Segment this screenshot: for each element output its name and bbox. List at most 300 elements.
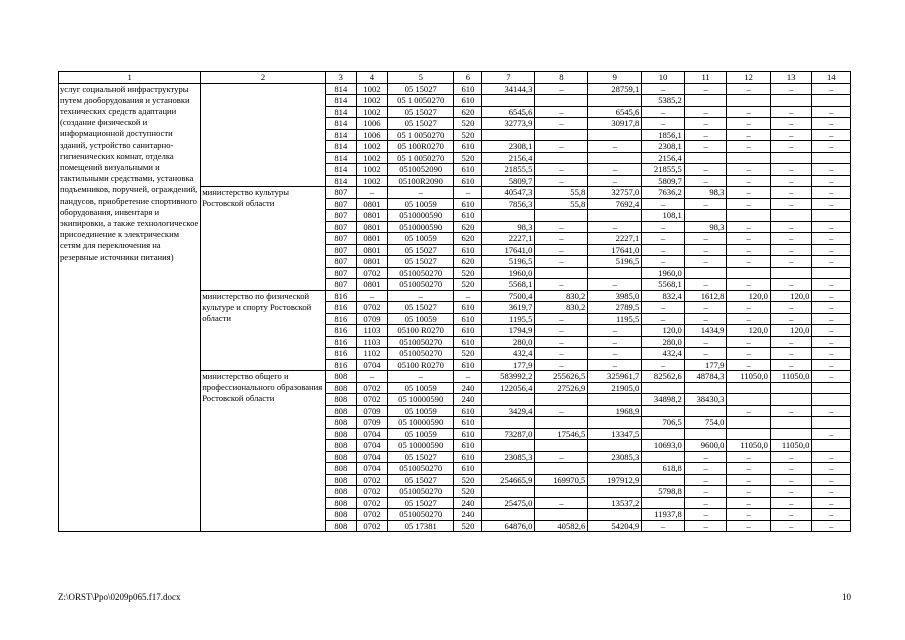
table-cell: – bbox=[727, 313, 771, 325]
table-cell: 0510050270 bbox=[388, 348, 454, 360]
table-cell: – bbox=[812, 141, 851, 153]
table-cell bbox=[588, 210, 642, 222]
header-cell: 2 bbox=[201, 72, 326, 84]
table-cell: 23085,3 bbox=[588, 451, 642, 463]
table-cell bbox=[535, 129, 588, 141]
table-cell: – bbox=[684, 106, 727, 118]
table-cell: 05 10000590 bbox=[388, 394, 454, 406]
organization-cell bbox=[201, 83, 326, 187]
table-cell: – bbox=[727, 359, 771, 371]
table-cell: 1006 bbox=[356, 129, 387, 141]
table-cell: – bbox=[812, 325, 851, 337]
table-cell: – bbox=[684, 451, 727, 463]
table-cell: 240 bbox=[454, 394, 482, 406]
table-cell: – bbox=[642, 359, 685, 371]
table-cell: 520 bbox=[454, 520, 482, 532]
table-cell: 432,4 bbox=[482, 348, 535, 360]
table-cell: 814 bbox=[325, 175, 356, 187]
table-cell: – bbox=[588, 348, 642, 360]
table-cell: – bbox=[770, 256, 812, 268]
table-cell bbox=[588, 129, 642, 141]
table-cell bbox=[535, 463, 588, 475]
table-cell: – bbox=[454, 371, 482, 383]
table-cell bbox=[535, 210, 588, 222]
table-cell: 6545,6 bbox=[482, 106, 535, 118]
organization-cell: министерство общего и профессионального образования Ростовской области bbox=[201, 371, 326, 532]
table-cell: – bbox=[588, 359, 642, 371]
table-cell: – bbox=[684, 118, 727, 130]
table-cell: 240 bbox=[454, 497, 482, 509]
table-cell: – bbox=[727, 141, 771, 153]
table-cell: 620 bbox=[454, 233, 482, 245]
table-cell bbox=[727, 267, 771, 279]
table-cell: 620 bbox=[454, 106, 482, 118]
table-cell: 610 bbox=[454, 336, 482, 348]
table-cell bbox=[535, 152, 588, 164]
table-cell: 0801 bbox=[356, 198, 387, 210]
table-cell: – bbox=[812, 451, 851, 463]
table-cell bbox=[588, 463, 642, 475]
table-cell: – bbox=[727, 451, 771, 463]
table-cell: – bbox=[770, 348, 812, 360]
table-cell: 05 10059 bbox=[388, 233, 454, 245]
table-cell bbox=[812, 210, 851, 222]
table-cell: 05 15027 bbox=[388, 302, 454, 314]
table-cell: 2227,1 bbox=[588, 233, 642, 245]
table-cell: – bbox=[812, 187, 851, 199]
table-cell: – bbox=[588, 221, 642, 233]
organization-cell: министерство по физической культуре и спорту Ростовской области bbox=[201, 290, 326, 371]
table-cell: – bbox=[642, 83, 685, 95]
table-cell: – bbox=[812, 509, 851, 521]
table-cell: 197912,9 bbox=[588, 474, 642, 486]
table-cell: – bbox=[770, 486, 812, 498]
table-cell: 28759,1 bbox=[588, 83, 642, 95]
table-cell: 11050,0 bbox=[727, 440, 771, 452]
table-cell: – bbox=[770, 175, 812, 187]
table-cell: 0702 bbox=[356, 486, 387, 498]
table-cell: – bbox=[684, 175, 727, 187]
table-cell bbox=[588, 267, 642, 279]
table-cell: 816 bbox=[325, 313, 356, 325]
table-cell bbox=[770, 267, 812, 279]
table-cell: – bbox=[812, 198, 851, 210]
table-cell: – bbox=[727, 463, 771, 475]
table-cell: – bbox=[684, 279, 727, 291]
table-cell bbox=[812, 394, 851, 406]
table-cell: 520 bbox=[454, 348, 482, 360]
table-cell: – bbox=[727, 198, 771, 210]
table-cell: 5196,5 bbox=[482, 256, 535, 268]
table-cell: – bbox=[812, 244, 851, 256]
table-cell: 11050,0 bbox=[770, 440, 812, 452]
table-cell: 280,0 bbox=[482, 336, 535, 348]
table-cell bbox=[684, 152, 727, 164]
table-cell: – bbox=[642, 256, 685, 268]
table-cell: – bbox=[684, 198, 727, 210]
table-cell: 1968,9 bbox=[588, 405, 642, 417]
table-cell: 808 bbox=[325, 440, 356, 452]
table-cell: – bbox=[770, 221, 812, 233]
table-cell: 05100 R0270 bbox=[388, 359, 454, 371]
table-cell: – bbox=[727, 509, 771, 521]
table-cell: 120,0 bbox=[642, 325, 685, 337]
table-cell: 0704 bbox=[356, 451, 387, 463]
table-cell: – bbox=[727, 83, 771, 95]
table-cell: 0801 bbox=[356, 221, 387, 233]
table-cell: 706,5 bbox=[642, 417, 685, 429]
table-cell: 5798,8 bbox=[642, 486, 685, 498]
table-cell: 1002 bbox=[356, 141, 387, 153]
table-cell: 808 bbox=[325, 394, 356, 406]
table-cell: – bbox=[642, 244, 685, 256]
footer-file-path: Z:\ORST\Ppo\0209p065.f17.docx bbox=[58, 592, 181, 602]
table-cell: 1103 bbox=[356, 336, 387, 348]
table-row bbox=[59, 83, 851, 95]
table-cell: 520 bbox=[454, 118, 482, 130]
table-cell: – bbox=[727, 244, 771, 256]
table-cell: 807 bbox=[325, 221, 356, 233]
table-cell: 05 15027 bbox=[388, 106, 454, 118]
table-cell: 0801 bbox=[356, 256, 387, 268]
table-cell: – bbox=[684, 348, 727, 360]
measure-description-text: услуг социальной инфраструктуры путем дооборудования и установки технических средств адаптации (создание физической и информационной доступности зданий, устройство санитарно-гигиенических комнат, отделка помещений визуальными и тактильными средствами, установка подъемников, поручней, ограждений, пандусов, приобретение спортивного оборудования, инвентаря и экипировки, а также технологическое присоединение к электрическим сетям для переключения на резервные источники питания) bbox=[60, 83, 199, 262]
table-cell: – bbox=[770, 313, 812, 325]
table-cell: – bbox=[727, 118, 771, 130]
table-cell: 32757,0 bbox=[588, 187, 642, 199]
table-cell: 64876,0 bbox=[482, 520, 535, 532]
table-cell: 98,3 bbox=[482, 221, 535, 233]
table-cell: 808 bbox=[325, 371, 356, 383]
table-cell: 1102 bbox=[356, 348, 387, 360]
table-cell: 0702 bbox=[356, 509, 387, 521]
table-cell: – bbox=[770, 198, 812, 210]
table-cell: 807 bbox=[325, 267, 356, 279]
table-cell: 2227,1 bbox=[482, 233, 535, 245]
table-cell: – bbox=[812, 486, 851, 498]
table-cell bbox=[770, 95, 812, 107]
table-cell: – bbox=[727, 129, 771, 141]
table-cell: 610 bbox=[454, 428, 482, 440]
table-cell: – bbox=[356, 187, 387, 199]
table-cell: 05100R2090 bbox=[388, 175, 454, 187]
table-cell: 73287,0 bbox=[482, 428, 535, 440]
table-cell: – bbox=[770, 164, 812, 176]
table-cell: 1006 bbox=[356, 118, 387, 130]
table-cell: 05 15027 bbox=[388, 474, 454, 486]
table-cell: 832,4 bbox=[642, 290, 685, 302]
table-cell: 814 bbox=[325, 83, 356, 95]
table-cell: – bbox=[770, 463, 812, 475]
table-cell: 05 10000590 bbox=[388, 417, 454, 429]
table-cell: 816 bbox=[325, 348, 356, 360]
table-cell: 1856,1 bbox=[642, 129, 685, 141]
table-cell: 1794,9 bbox=[482, 325, 535, 337]
table-cell: 814 bbox=[325, 164, 356, 176]
table-cell: – bbox=[770, 118, 812, 130]
table-cell bbox=[770, 417, 812, 429]
table-cell: – bbox=[812, 221, 851, 233]
table-cell: – bbox=[684, 244, 727, 256]
header-cell: 10 bbox=[642, 72, 685, 84]
table-cell bbox=[684, 95, 727, 107]
table-cell bbox=[812, 267, 851, 279]
table-cell: 55,8 bbox=[535, 187, 588, 199]
table-cell: – bbox=[812, 313, 851, 325]
table-cell: 808 bbox=[325, 405, 356, 417]
table-cell: 55,8 bbox=[535, 198, 588, 210]
table-cell bbox=[812, 417, 851, 429]
table-cell: – bbox=[770, 279, 812, 291]
table-cell: 0510050270 bbox=[388, 267, 454, 279]
table-cell: 34144,3 bbox=[482, 83, 535, 95]
table-cell: 1960,0 bbox=[642, 267, 685, 279]
table-cell bbox=[482, 509, 535, 521]
table-cell: 5568,1 bbox=[482, 279, 535, 291]
header-row bbox=[59, 72, 851, 84]
table-cell: – bbox=[770, 302, 812, 314]
table-cell: 05 1 0050270 bbox=[388, 152, 454, 164]
table-cell: – bbox=[812, 256, 851, 268]
table-cell bbox=[727, 394, 771, 406]
table-cell bbox=[588, 486, 642, 498]
table-cell: 816 bbox=[325, 325, 356, 337]
table-cell: 0702 bbox=[356, 394, 387, 406]
table-cell: 05 10059 bbox=[388, 198, 454, 210]
table-cell: 2789,5 bbox=[588, 302, 642, 314]
table-cell: – bbox=[535, 106, 588, 118]
table-cell: 808 bbox=[325, 486, 356, 498]
table-cell: – bbox=[356, 290, 387, 302]
table-cell: 432,4 bbox=[642, 348, 685, 360]
table-cell bbox=[684, 382, 727, 394]
table-cell: 325961,7 bbox=[588, 371, 642, 383]
table-cell: – bbox=[642, 118, 685, 130]
table-cell: – bbox=[812, 497, 851, 509]
table-cell: 0510000590 bbox=[388, 210, 454, 222]
header-cell: 6 bbox=[454, 72, 482, 84]
table-cell: 807 bbox=[325, 210, 356, 222]
table-cell: 816 bbox=[325, 336, 356, 348]
table-cell: – bbox=[770, 474, 812, 486]
table-cell: – bbox=[727, 106, 771, 118]
table-cell: – bbox=[535, 141, 588, 153]
table-cell: 9600,0 bbox=[684, 440, 727, 452]
table-cell bbox=[535, 486, 588, 498]
table-cell: – bbox=[684, 141, 727, 153]
table-cell: – bbox=[684, 83, 727, 95]
table-cell: 177,9 bbox=[482, 359, 535, 371]
table-cell: – bbox=[812, 463, 851, 475]
table-cell: – bbox=[684, 336, 727, 348]
table-cell: – bbox=[812, 279, 851, 291]
table-cell: 0801 bbox=[356, 279, 387, 291]
table-cell: 0801 bbox=[356, 233, 387, 245]
table-cell: – bbox=[535, 348, 588, 360]
table-cell: 0709 bbox=[356, 405, 387, 417]
table-cell: 40547,3 bbox=[482, 187, 535, 199]
table-cell bbox=[727, 417, 771, 429]
table-cell bbox=[482, 417, 535, 429]
table-cell: – bbox=[770, 106, 812, 118]
table-cell: 27526,9 bbox=[535, 382, 588, 394]
table-cell: – bbox=[684, 256, 727, 268]
table-cell: 05 100R0270 bbox=[388, 141, 454, 153]
table-cell: 814 bbox=[325, 129, 356, 141]
table-cell: 108,1 bbox=[642, 210, 685, 222]
table-cell: – bbox=[684, 486, 727, 498]
table-cell bbox=[482, 394, 535, 406]
table-cell bbox=[812, 440, 851, 452]
table-cell: 120,0 bbox=[727, 290, 771, 302]
table-cell: 11937,8 bbox=[642, 509, 685, 521]
table-cell bbox=[588, 417, 642, 429]
table-cell: 13347,5 bbox=[588, 428, 642, 440]
table-cell: – bbox=[356, 371, 387, 383]
table-cell bbox=[535, 394, 588, 406]
table-cell: 98,3 bbox=[684, 221, 727, 233]
table-cell: 0702 bbox=[356, 520, 387, 532]
table-cell: – bbox=[727, 164, 771, 176]
table-cell: 5809,7 bbox=[642, 175, 685, 187]
table-cell: – bbox=[812, 164, 851, 176]
table-cell: 98,3 bbox=[684, 187, 727, 199]
table-cell: 30917,8 bbox=[588, 118, 642, 130]
table-cell bbox=[684, 267, 727, 279]
table-cell: 280,0 bbox=[642, 336, 685, 348]
table-cell: 1002 bbox=[356, 175, 387, 187]
table-cell: 0801 bbox=[356, 244, 387, 256]
table-cell bbox=[684, 210, 727, 222]
table-cell bbox=[588, 95, 642, 107]
table-cell: – bbox=[812, 520, 851, 532]
table-cell: – bbox=[684, 129, 727, 141]
table-cell: 1002 bbox=[356, 164, 387, 176]
table-cell: – bbox=[535, 359, 588, 371]
table-cell bbox=[482, 486, 535, 498]
budget-table bbox=[58, 71, 851, 532]
table-cell: – bbox=[727, 302, 771, 314]
table-cell: – bbox=[770, 520, 812, 532]
table-cell: 6545,6 bbox=[588, 106, 642, 118]
table-cell: – bbox=[535, 221, 588, 233]
table-cell: – bbox=[642, 198, 685, 210]
table-cell: 05 1 0050270 bbox=[388, 95, 454, 107]
table-cell: 807 bbox=[325, 279, 356, 291]
table-cell: 1195,5 bbox=[588, 313, 642, 325]
table-cell: – bbox=[727, 279, 771, 291]
table-cell: – bbox=[727, 348, 771, 360]
table-cell: 10693,0 bbox=[642, 440, 685, 452]
table-cell: – bbox=[812, 302, 851, 314]
table-cell: 610 bbox=[454, 417, 482, 429]
table-cell: 21855,5 bbox=[642, 164, 685, 176]
table-cell: – bbox=[727, 486, 771, 498]
table-cell: 120,0 bbox=[770, 325, 812, 337]
table-cell: 808 bbox=[325, 451, 356, 463]
table-cell: – bbox=[535, 256, 588, 268]
table-cell bbox=[535, 267, 588, 279]
table-cell: – bbox=[770, 497, 812, 509]
table-cell: 0704 bbox=[356, 463, 387, 475]
table-cell bbox=[770, 152, 812, 164]
table-cell: 808 bbox=[325, 463, 356, 475]
table-cell: 05 15027 bbox=[388, 83, 454, 95]
table-cell: 0510050270 bbox=[388, 279, 454, 291]
table-cell bbox=[588, 152, 642, 164]
table-cell: – bbox=[770, 187, 812, 199]
header-cell: 3 bbox=[325, 72, 356, 84]
table-cell bbox=[770, 394, 812, 406]
table-cell: – bbox=[588, 164, 642, 176]
table-cell bbox=[642, 405, 685, 417]
table-cell: 2156,4 bbox=[642, 152, 685, 164]
table-cell: – bbox=[535, 279, 588, 291]
table-cell: – bbox=[388, 187, 454, 199]
table-cell: 3985,0 bbox=[588, 290, 642, 302]
table-cell: 1103 bbox=[356, 325, 387, 337]
table-cell: 610 bbox=[454, 302, 482, 314]
table-cell: – bbox=[812, 336, 851, 348]
table-cell bbox=[482, 440, 535, 452]
header-cell: 4 bbox=[356, 72, 387, 84]
table-cell: – bbox=[535, 164, 588, 176]
table-cell: 0510052090 bbox=[388, 164, 454, 176]
table-cell bbox=[642, 451, 685, 463]
table-cell: 05 10000590 bbox=[388, 440, 454, 452]
table-cell bbox=[812, 152, 851, 164]
table-cell: 0510050270 bbox=[388, 509, 454, 521]
table-cell: 0702 bbox=[356, 382, 387, 394]
table-cell: 34898,2 bbox=[642, 394, 685, 406]
table-cell: 3619,7 bbox=[482, 302, 535, 314]
table-cell: – bbox=[684, 313, 727, 325]
table-cell: – bbox=[812, 405, 851, 417]
table-cell: 05 15027 bbox=[388, 118, 454, 130]
table-cell: – bbox=[727, 520, 771, 532]
table-cell bbox=[482, 463, 535, 475]
table-cell: 122056,4 bbox=[482, 382, 535, 394]
header-cell: 9 bbox=[588, 72, 642, 84]
table-cell: 830,2 bbox=[535, 302, 588, 314]
table-cell bbox=[727, 152, 771, 164]
table-cell: 520 bbox=[454, 474, 482, 486]
table-cell: 0510050270 bbox=[388, 336, 454, 348]
table-cell bbox=[482, 129, 535, 141]
table-cell: 254665,9 bbox=[482, 474, 535, 486]
table-cell: – bbox=[812, 106, 851, 118]
table-cell: 808 bbox=[325, 382, 356, 394]
table-cell: – bbox=[642, 520, 685, 532]
table-cell: – bbox=[812, 428, 851, 440]
table-cell: – bbox=[388, 290, 454, 302]
table-cell: 5568,1 bbox=[642, 279, 685, 291]
table-cell: 610 bbox=[454, 210, 482, 222]
table-cell: 40582,6 bbox=[535, 520, 588, 532]
table-cell: 5809,7 bbox=[482, 175, 535, 187]
table-cell: – bbox=[454, 290, 482, 302]
table-cell: – bbox=[770, 336, 812, 348]
table-cell: 0702 bbox=[356, 302, 387, 314]
table-cell: 808 bbox=[325, 417, 356, 429]
table-cell: 610 bbox=[454, 325, 482, 337]
table-cell: 1002 bbox=[356, 152, 387, 164]
table-cell: 1002 bbox=[356, 95, 387, 107]
table-cell bbox=[727, 210, 771, 222]
table-cell: – bbox=[684, 497, 727, 509]
table-cell: – bbox=[770, 141, 812, 153]
table-cell: 0702 bbox=[356, 474, 387, 486]
